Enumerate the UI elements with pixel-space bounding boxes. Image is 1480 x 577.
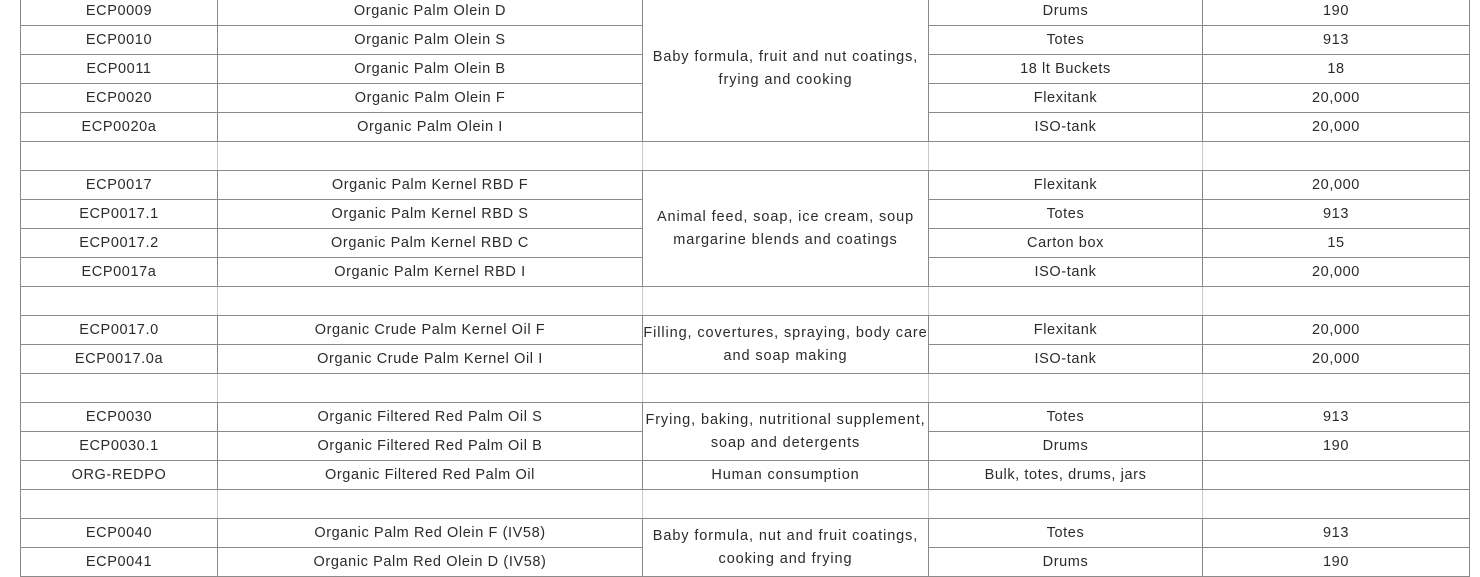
packaging: Carton box — [929, 229, 1203, 258]
packaging: Drums — [929, 432, 1203, 461]
spacer-row — [21, 287, 1470, 316]
application-cell: Animal feed, soap, ice cream, soup margarine blends and coatings — [643, 171, 929, 287]
quantity — [1203, 461, 1470, 490]
spacer-cell — [218, 287, 643, 316]
spacer-cell — [1203, 490, 1470, 519]
product-code: ECP0010 — [21, 26, 218, 55]
spacer-cell — [929, 142, 1203, 171]
application-cell: Frying, baking, nutritional supplement, soap and detergents — [643, 403, 929, 461]
product-name: Organic Palm Red Olein D (IV58) — [218, 548, 643, 577]
packaging: Flexitank — [929, 316, 1203, 345]
spacer-row — [21, 490, 1470, 519]
product-code: ECP0041 — [21, 548, 218, 577]
product-name: Organic Palm Red Olein F (IV58) — [218, 519, 643, 548]
table-row — [21, 0, 1470, 26]
product-name: Organic Crude Palm Kernel Oil F — [218, 316, 643, 345]
packaging: Flexitank — [929, 171, 1203, 200]
quantity: 190 — [1203, 432, 1470, 461]
product-name: Organic Filtered Red Palm Oil — [218, 461, 643, 490]
product-name: Organic Palm Olein D — [218, 0, 643, 26]
packaging: Flexitank — [929, 84, 1203, 113]
spacer-cell — [218, 142, 643, 171]
application-cell: Baby formula, fruit and nut coatings, frying and cooking — [643, 0, 929, 142]
packaging: Totes — [929, 200, 1203, 229]
product-code: ECP0040 — [21, 519, 218, 548]
product-name: Organic Palm Olein S — [218, 26, 643, 55]
packaging: 18 lt Buckets — [929, 55, 1203, 84]
quantity: 18 — [1203, 55, 1470, 84]
product-name: Organic Crude Palm Kernel Oil I — [218, 345, 643, 374]
product-name: Organic Filtered Red Palm Oil S — [218, 403, 643, 432]
spacer-cell — [218, 374, 643, 403]
product-code: ECP0017.0a — [21, 345, 218, 374]
product-name: Organic Palm Kernel RBD S — [218, 200, 643, 229]
product-code: ECP0017 — [21, 171, 218, 200]
quantity: 20,000 — [1203, 345, 1470, 374]
spacer-cell — [1203, 142, 1470, 171]
spacer-cell — [218, 490, 643, 519]
product-code: ECP0017.0 — [21, 316, 218, 345]
application-cell: Human consumption — [643, 461, 929, 490]
quantity: 20,000 — [1203, 258, 1470, 287]
quantity: 20,000 — [1203, 84, 1470, 113]
spacer-cell — [929, 374, 1203, 403]
quantity: 913 — [1203, 200, 1470, 229]
packaging: Totes — [929, 519, 1203, 548]
packaging: Totes — [929, 26, 1203, 55]
spacer-cell — [643, 142, 929, 171]
table-row — [21, 316, 1470, 345]
product-code: ECP0030.1 — [21, 432, 218, 461]
product-table — [20, 0, 1470, 577]
product-name: Organic Palm Olein F — [218, 84, 643, 113]
quantity: 913 — [1203, 26, 1470, 55]
spacer-cell — [643, 490, 929, 519]
spacer-cell — [21, 142, 218, 171]
product-code: ORG-REDPO — [21, 461, 218, 490]
packaging: ISO-tank — [929, 258, 1203, 287]
product-code: ECP0009 — [21, 0, 218, 26]
quantity: 15 — [1203, 229, 1470, 258]
packaging: Totes — [929, 403, 1203, 432]
spacer-row — [21, 142, 1470, 171]
packaging: ISO-tank — [929, 113, 1203, 142]
product-name: Organic Palm Kernel RBD I — [218, 258, 643, 287]
product-code: ECP0017.1 — [21, 200, 218, 229]
table-row — [21, 403, 1470, 432]
product-name: Organic Palm Kernel RBD C — [218, 229, 643, 258]
table-row — [21, 171, 1470, 200]
application-cell: Baby formula, nut and fruit coatings, cooking and frying — [643, 519, 929, 577]
spacer-cell — [1203, 374, 1470, 403]
spacer-row — [21, 374, 1470, 403]
packaging: Bulk, totes, drums, jars — [929, 461, 1203, 490]
spacer-cell — [929, 287, 1203, 316]
application-cell: Filling, covertures, spraying, body care and soap making — [643, 316, 929, 374]
spacer-cell — [21, 374, 218, 403]
product-code: ECP0011 — [21, 55, 218, 84]
quantity: 190 — [1203, 0, 1470, 26]
quantity: 20,000 — [1203, 171, 1470, 200]
table-row — [21, 461, 1470, 490]
product-name: Organic Palm Kernel RBD F — [218, 171, 643, 200]
spacer-cell — [21, 287, 218, 316]
spacer-cell — [929, 490, 1203, 519]
quantity: 190 — [1203, 548, 1470, 577]
quantity: 20,000 — [1203, 316, 1470, 345]
product-code: ECP0017a — [21, 258, 218, 287]
table-row — [21, 519, 1470, 548]
packaging: Drums — [929, 0, 1203, 26]
product-name: Organic Palm Olein I — [218, 113, 643, 142]
spacer-cell — [643, 374, 929, 403]
spacer-cell — [643, 287, 929, 316]
packaging: ISO-tank — [929, 345, 1203, 374]
product-code: ECP0017.2 — [21, 229, 218, 258]
product-name: Organic Palm Olein B — [218, 55, 643, 84]
spacer-cell — [1203, 287, 1470, 316]
quantity: 20,000 — [1203, 113, 1470, 142]
quantity: 913 — [1203, 403, 1470, 432]
packaging: Drums — [929, 548, 1203, 577]
spacer-cell — [21, 490, 218, 519]
product-code: ECP0030 — [21, 403, 218, 432]
quantity: 913 — [1203, 519, 1470, 548]
product-code: ECP0020 — [21, 84, 218, 113]
product-name: Organic Filtered Red Palm Oil B — [218, 432, 643, 461]
product-code: ECP0020a — [21, 113, 218, 142]
